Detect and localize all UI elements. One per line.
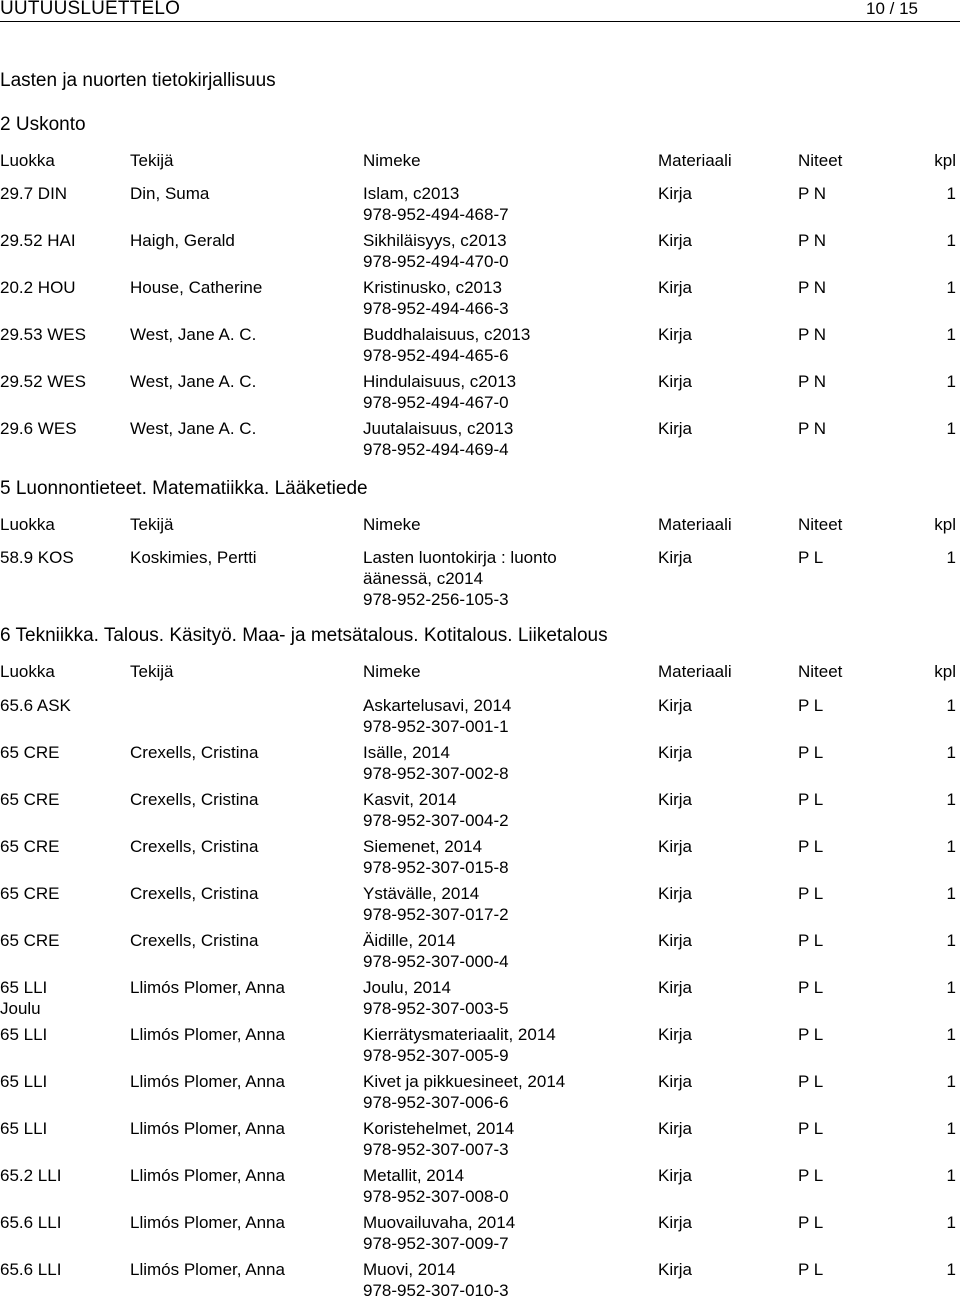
material-type: Kirja: [658, 1025, 693, 1044]
page-header: [0, 0, 960, 21]
copy-count: 1: [946, 548, 956, 567]
column-header-kpl: kpl: [934, 662, 956, 681]
copy-count: 1: [946, 231, 956, 250]
copies-code: P L: [798, 743, 824, 762]
author: Llimós Plomer, Anna: [130, 1166, 285, 1185]
title: Muovailuvaha, 2014: [363, 1213, 516, 1232]
copy-count: 1: [946, 1119, 956, 1138]
column-header-tekija: Tekijä: [130, 151, 174, 170]
material-type: Kirja: [658, 372, 693, 391]
copies-code: P L: [798, 790, 824, 809]
copy-count: 1: [946, 1072, 956, 1091]
class-code: 65 CRE: [0, 790, 60, 809]
author: Crexells, Cristina: [130, 884, 259, 903]
class-code: 29.53 WES: [0, 325, 86, 344]
class-code: 65 LLI: [0, 1119, 48, 1138]
copy-count: 1: [946, 1260, 956, 1279]
class-code: 29.52 WES: [0, 372, 86, 391]
class-code: 20.2 HOU: [0, 278, 76, 297]
class-code: 65 LLI: [0, 1025, 48, 1044]
title: Islam, c2013: [363, 184, 460, 203]
title-continued: äänessä, c2014: [363, 569, 484, 588]
copy-count: 1: [946, 1166, 956, 1185]
author: West, Jane A. C.: [130, 325, 257, 344]
material-type: Kirja: [658, 884, 693, 903]
material-type: Kirja: [658, 1260, 693, 1279]
copy-count: 1: [946, 1213, 956, 1232]
author: Crexells, Cristina: [130, 743, 259, 762]
title: Buddhalaisuus, c2013: [363, 325, 531, 344]
isbn: 978-952-494-467-0: [363, 393, 509, 412]
copies-code: P N: [798, 231, 827, 250]
copies-code: P N: [798, 419, 827, 438]
author: Crexells, Cristina: [130, 931, 259, 950]
title: Sikhiläisyys, c2013: [363, 231, 507, 250]
material-type: Kirja: [658, 1119, 693, 1138]
copies-code: P N: [798, 184, 827, 203]
copies-code: P L: [798, 548, 824, 567]
author: House, Catherine: [130, 278, 263, 297]
class-code: 65 CRE: [0, 884, 60, 903]
isbn: 978-952-307-005-9: [363, 1046, 509, 1065]
title: Koristehelmet, 2014: [363, 1119, 515, 1138]
class-code: 58.9 KOS: [0, 548, 74, 567]
column-header-luokka: Luokka: [0, 515, 55, 534]
class-code: 29.6 WES: [0, 419, 77, 438]
title: Siemenet, 2014: [363, 837, 483, 856]
column-header-row: [0, 150, 960, 171]
copy-count: 1: [946, 978, 956, 997]
column-header-niteet: Niteet: [798, 515, 843, 534]
column-header-materiaali: Materiaali: [658, 662, 732, 681]
material-type: Kirja: [658, 696, 693, 715]
copies-code: P L: [798, 696, 824, 715]
material-type: Kirja: [658, 325, 693, 344]
title: Hindulaisuus, c2013: [363, 372, 517, 391]
isbn: 978-952-307-008-0: [363, 1187, 509, 1206]
author: Llimós Plomer, Anna: [130, 1119, 285, 1138]
copy-count: 1: [946, 419, 956, 438]
material-type: Kirja: [658, 931, 693, 950]
author: Din, Suma: [130, 184, 210, 203]
material-type: Kirja: [658, 184, 693, 203]
class-code: 65.6 ASK: [0, 696, 71, 715]
isbn: 978-952-307-000-4: [363, 952, 509, 971]
copy-count: 1: [946, 696, 956, 715]
copy-count: 1: [946, 1025, 956, 1044]
column-header-kpl: kpl: [934, 151, 956, 170]
copies-code: P L: [798, 1119, 824, 1138]
copy-count: 1: [946, 372, 956, 391]
copies-code: P N: [798, 325, 827, 344]
copy-count: 1: [946, 184, 956, 203]
column-header-nimeke: Nimeke: [363, 662, 421, 681]
class-code: 65.6 LLI: [0, 1260, 62, 1279]
class-code: 65 LLI: [0, 978, 48, 997]
title: Kasvit, 2014: [363, 790, 457, 809]
column-header-materiaali: Materiaali: [658, 515, 732, 534]
section-title: 6 Tekniikka. Talous. Käsityö. Maa- ja metsätalous. Kotitalous. Liiketalous: [0, 625, 608, 646]
copies-code: P L: [798, 1025, 824, 1044]
copies-code: P L: [798, 884, 824, 903]
isbn: 978-952-307-010-3: [363, 1281, 509, 1300]
column-header-kpl: kpl: [934, 515, 956, 534]
column-header-materiaali: Materiaali: [658, 151, 732, 170]
author: Llimós Plomer, Anna: [130, 1260, 285, 1279]
title: Kristinusko, c2013: [363, 278, 502, 297]
isbn: 978-952-494-469-4: [363, 440, 509, 459]
isbn: 978-952-307-002-8: [363, 764, 509, 783]
title: Muovi, 2014: [363, 1260, 456, 1279]
material-type: Kirja: [658, 790, 693, 809]
copy-count: 1: [946, 743, 956, 762]
author: Llimós Plomer, Anna: [130, 1025, 285, 1044]
copies-code: P L: [798, 1166, 824, 1185]
isbn: 978-952-307-015-8: [363, 858, 509, 877]
material-type: Kirja: [658, 231, 693, 250]
copy-count: 1: [946, 884, 956, 903]
document-title: UUTUUSLUETTELO: [0, 0, 181, 19]
isbn: 978-952-494-468-7: [363, 205, 509, 224]
class-code: 65.2 LLI: [0, 1166, 62, 1185]
column-header-niteet: Niteet: [798, 662, 843, 681]
copy-count: 1: [946, 278, 956, 297]
copies-code: P L: [798, 837, 824, 856]
isbn: 978-952-307-006-6: [363, 1093, 509, 1112]
column-header-tekija: Tekijä: [130, 662, 174, 681]
material-type: Kirja: [658, 278, 693, 297]
title: Metallit, 2014: [363, 1166, 465, 1185]
isbn: 978-952-307-004-2: [363, 811, 509, 830]
isbn: 978-952-494-465-6: [363, 346, 509, 365]
author: Llimós Plomer, Anna: [130, 978, 285, 997]
column-header-luokka: Luokka: [0, 662, 55, 681]
copies-code: P L: [798, 1260, 824, 1279]
column-header-nimeke: Nimeke: [363, 515, 421, 534]
column-header-niteet: Niteet: [798, 151, 843, 170]
title: Ystävälle, 2014: [363, 884, 480, 903]
material-type: Kirja: [658, 1166, 693, 1185]
isbn: 978-952-307-001-1: [363, 717, 509, 736]
title: Kivet ja pikkuesineet, 2014: [363, 1072, 566, 1091]
isbn: 978-952-307-007-3: [363, 1140, 509, 1159]
copies-code: P L: [798, 931, 824, 950]
author: Llimós Plomer, Anna: [130, 1072, 285, 1091]
author: Koskimies, Pertti: [130, 548, 257, 567]
material-type: Kirja: [658, 743, 693, 762]
copy-count: 1: [946, 931, 956, 950]
column-header-tekija: Tekijä: [130, 515, 174, 534]
isbn: 978-952-307-017-2: [363, 905, 509, 924]
title: Isälle, 2014: [363, 743, 450, 762]
material-type: Kirja: [658, 1072, 693, 1091]
author: Crexells, Cristina: [130, 837, 259, 856]
class-code: 29.52 HAI: [0, 231, 76, 250]
section-title: 5 Luonnontieteet. Matematiikka. Lääketiede: [0, 478, 368, 499]
column-header-row: [0, 514, 960, 535]
copy-count: 1: [946, 790, 956, 809]
material-type: Kirja: [658, 1213, 693, 1232]
page-number: 10 / 15: [866, 0, 918, 18]
isbn: 978-952-307-009-7: [363, 1234, 509, 1253]
author: Haigh, Gerald: [130, 231, 235, 250]
copies-code: P L: [798, 978, 824, 997]
catalog-subtitle: Lasten ja nuorten tietokirjallisuus: [0, 70, 276, 91]
header-rule: [0, 21, 960, 22]
class-code: 29.7 DIN: [0, 184, 68, 203]
copies-code: P L: [798, 1213, 824, 1232]
isbn: 978-952-494-470-0: [363, 252, 509, 271]
section-title: 2 Uskonto: [0, 114, 86, 135]
author: Llimós Plomer, Anna: [130, 1213, 285, 1232]
title: Lasten luontokirja : luonto: [363, 548, 557, 567]
class-code-suffix: Joulu: [0, 999, 41, 1018]
copy-count: 1: [946, 325, 956, 344]
column-header-nimeke: Nimeke: [363, 151, 421, 170]
material-type: Kirja: [658, 548, 693, 567]
material-type: Kirja: [658, 837, 693, 856]
isbn: 978-952-494-466-3: [363, 299, 509, 318]
class-code: 65 CRE: [0, 837, 60, 856]
class-code: 65 CRE: [0, 931, 60, 950]
copy-count: 1: [946, 837, 956, 856]
class-code: 65 CRE: [0, 743, 60, 762]
isbn: 978-952-256-105-3: [363, 590, 509, 609]
author: West, Jane A. C.: [130, 419, 257, 438]
author: Crexells, Cristina: [130, 790, 259, 809]
title: Kierrätysmateriaalit, 2014: [363, 1025, 556, 1044]
title: Askartelusavi, 2014: [363, 696, 512, 715]
copies-code: P L: [798, 1072, 824, 1091]
author: West, Jane A. C.: [130, 372, 257, 391]
column-header-luokka: Luokka: [0, 151, 55, 170]
title: Juutalaisuus, c2013: [363, 419, 514, 438]
column-header-row: [0, 661, 960, 682]
copies-code: P N: [798, 278, 827, 297]
class-code: 65.6 LLI: [0, 1213, 62, 1232]
material-type: Kirja: [658, 978, 693, 997]
class-code: 65 LLI: [0, 1072, 48, 1091]
title: Äidille, 2014: [363, 931, 456, 950]
isbn: 978-952-307-003-5: [363, 999, 509, 1018]
title: Joulu, 2014: [363, 978, 451, 997]
copies-code: P N: [798, 372, 827, 391]
material-type: Kirja: [658, 419, 693, 438]
